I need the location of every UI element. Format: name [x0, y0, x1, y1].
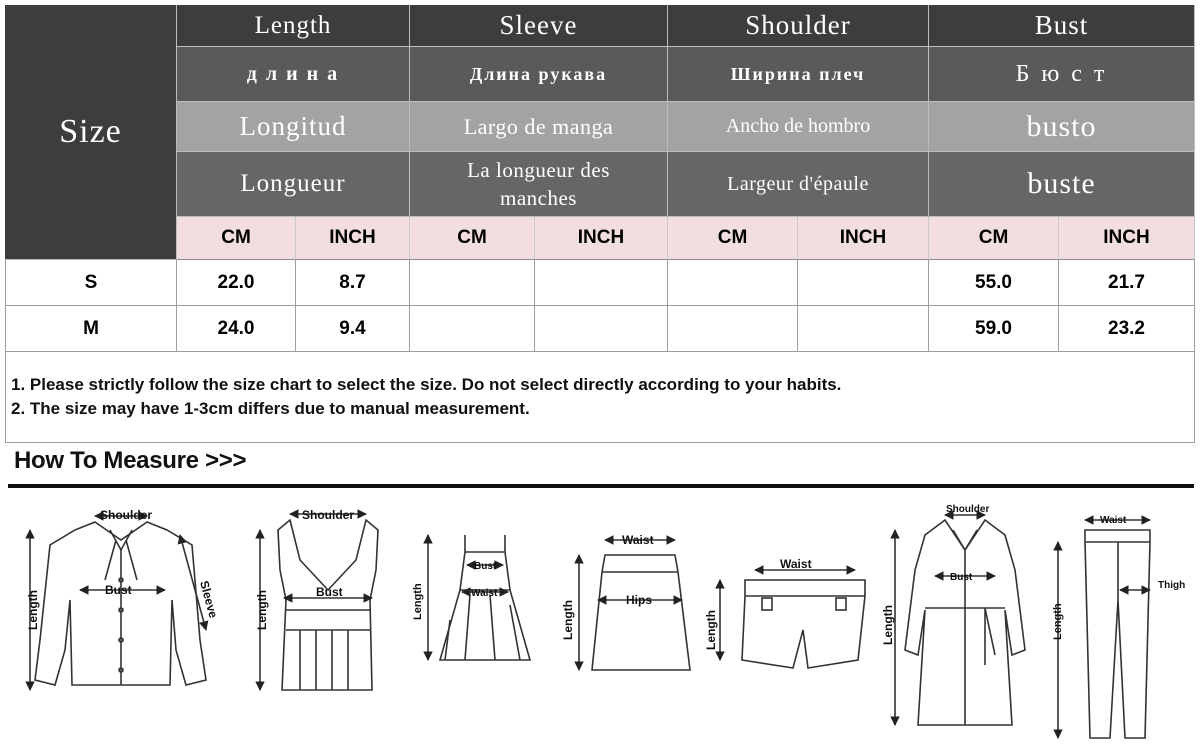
value-cell: [798, 260, 929, 306]
diagram-label: Sleeve: [197, 579, 221, 620]
diagram-label: Bust: [950, 572, 973, 583]
value-cell: [535, 260, 668, 306]
value-cell: 59.0: [929, 306, 1059, 352]
size-header-label: Size: [59, 113, 122, 150]
diagram-label: Length: [1052, 603, 1064, 640]
diagram-label: Waist: [1100, 515, 1127, 526]
shoulder-header-fr: Largeur d'épaule: [668, 152, 929, 217]
shoulder-header-ru: Ширина плеч: [668, 47, 929, 102]
unit-cell: CM: [668, 217, 798, 260]
sleeve-header-ru: Длина рукава: [410, 47, 668, 102]
shirt-diagram: [30, 516, 206, 690]
note-line: 2. The size may have 1-3cm differs due to manual measurement.: [11, 399, 530, 418]
diagram-label: Waist: [471, 588, 498, 599]
diagram-label: Thigh: [1158, 580, 1186, 591]
diagram-label: Length: [412, 583, 424, 620]
diagram-label: Bust: [105, 583, 132, 597]
unit-cell: CM: [177, 217, 296, 260]
size-header-cell: [5, 5, 177, 260]
unit-cell: CM: [410, 217, 535, 260]
value-cell: 9.4: [296, 306, 410, 352]
value-cell: [668, 306, 798, 352]
length-header-en: Length: [177, 5, 410, 47]
shorts-diagram: [720, 570, 865, 668]
size-cell: M: [5, 306, 177, 352]
diagram-label: Length: [26, 590, 40, 630]
diagram-label: Shoulder: [302, 508, 355, 522]
sleeve-header-es: Largo de manga: [410, 102, 668, 152]
sleeve-header-en: Sleeve: [410, 5, 668, 47]
shoulder-header-en: Shoulder: [668, 5, 929, 47]
diagram-label: Length: [255, 590, 269, 630]
value-cell: [410, 306, 535, 352]
pants-diagram: [1058, 520, 1150, 738]
unit-cell: INCH: [798, 217, 929, 260]
length-header-es: Longitud: [177, 102, 410, 152]
unit-cell: INCH: [535, 217, 668, 260]
bust-header-en: Bust: [929, 5, 1195, 47]
sleeve-header-fr: La longueur des manches: [410, 152, 668, 217]
bust-header-fr: buste: [929, 152, 1195, 217]
bust-header-es: busto: [929, 102, 1195, 152]
measurement-diagrams: [0, 490, 1200, 752]
note-line: 1. Please strictly follow the size chart to select the size. Do not select directly according to your habits.: [11, 375, 842, 394]
value-cell: 22.0: [177, 260, 296, 306]
diagram-label: Waist: [622, 533, 654, 547]
shoulder-header-es: Ancho de hombro: [668, 102, 929, 152]
value-cell: [668, 260, 798, 306]
diagram-label: Length: [561, 600, 575, 640]
unit-cell: CM: [929, 217, 1059, 260]
value-cell: 55.0: [929, 260, 1059, 306]
section-divider: [8, 484, 1194, 488]
value-cell: [535, 306, 668, 352]
unit-cell: INCH: [1059, 217, 1195, 260]
length-header-fr: Longueur: [177, 152, 410, 217]
notes-box: [5, 352, 1195, 443]
value-cell: [798, 306, 929, 352]
bust-header-ru: Б ю с т: [929, 47, 1195, 102]
diagram-label: Bust: [316, 585, 343, 599]
coat-diagram: [895, 515, 1025, 725]
diagram-label: Waist: [780, 557, 812, 571]
unit-cell: INCH: [296, 217, 410, 260]
value-cell: 21.7: [1059, 260, 1195, 306]
diagram-label: Shoulder: [946, 504, 990, 515]
length-header-ru: д л и н а: [177, 47, 410, 102]
value-cell: 8.7: [296, 260, 410, 306]
diagram-label: Length: [704, 610, 718, 650]
value-cell: 24.0: [177, 306, 296, 352]
value-cell: [410, 260, 535, 306]
diagram-label: Hips: [626, 593, 653, 607]
diagram-label: Bust: [474, 561, 497, 572]
how-to-measure-heading: How To Measure >>>: [14, 447, 247, 474]
size-cell: S: [5, 260, 177, 306]
value-cell: 23.2: [1059, 306, 1195, 352]
diagram-label: Shoulder: [100, 508, 153, 522]
tank-top-diagram: [260, 514, 378, 690]
diagram-label: Length: [881, 605, 895, 645]
